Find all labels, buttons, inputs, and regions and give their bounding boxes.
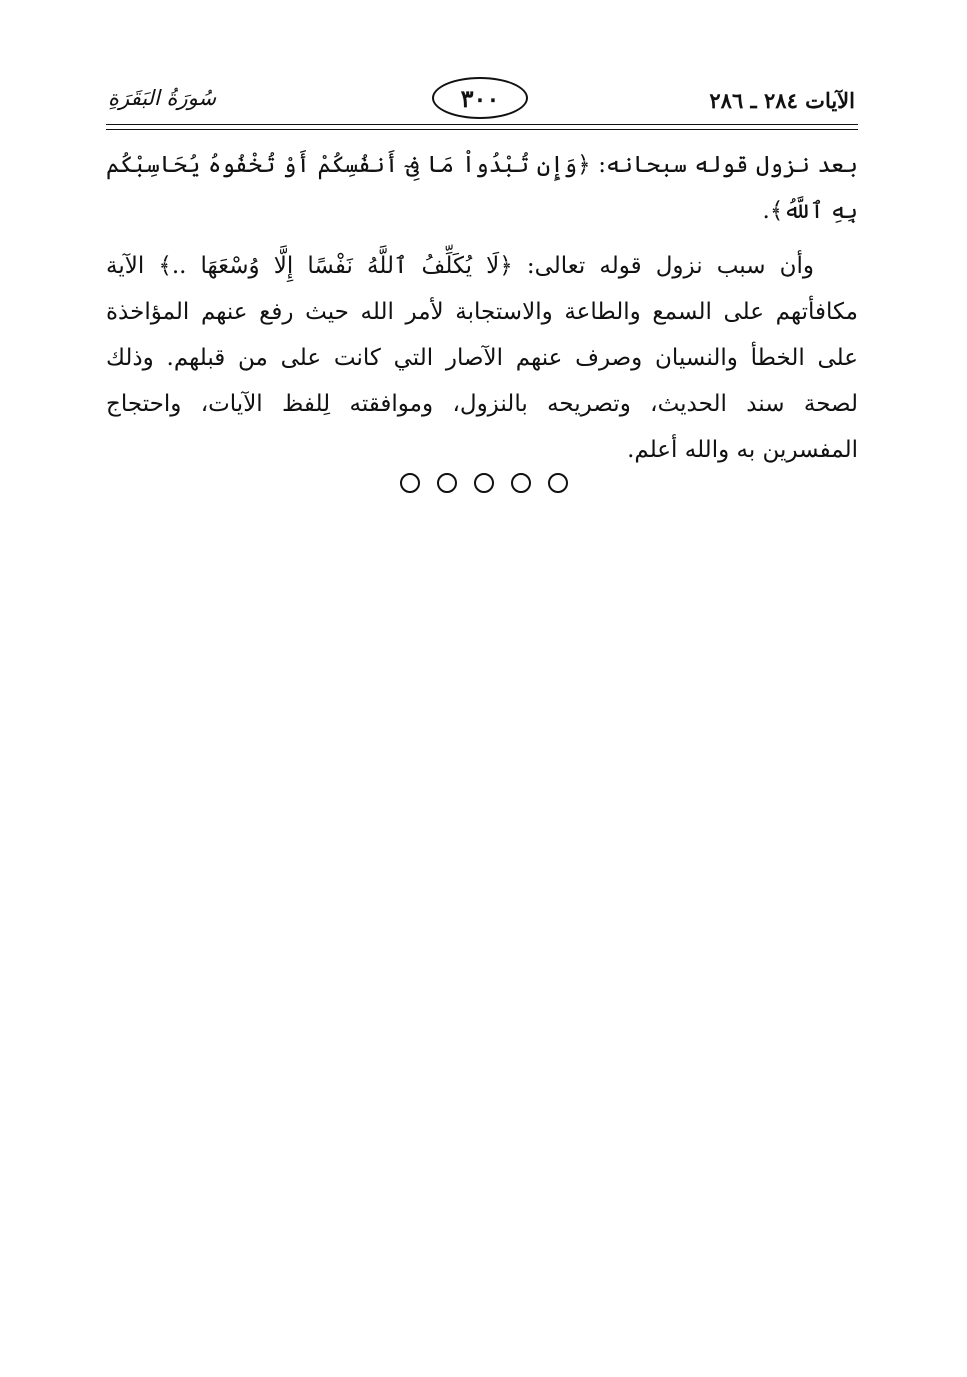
circle-icon	[400, 473, 420, 493]
page-number-badge	[432, 77, 528, 119]
paragraph-2: وأن سبب نزول قوله تعالى: ﴿لَا يُكَلِّفُ ٱللَّهُ نَفْسًا إِلَّا وُسْعَهَا ..﴾ الآية مكافأتهم على السمع والطاعة والاستجابة لأمر الله حيث رفع عنهم المؤاخذة على الخطأ والنسيان وصرف عنهم الآصار التي كانت على من قبلهم. وذلك لصحة سند الحديث، وتصريحه بالنزول، وموافقته لِلفظ الآيات، واحتجاج المفسرين به والله أعلم.	[106, 253, 858, 463]
paragraph-1: بعد نزول قوله سبحانه: ﴿وَإِن تُبْدُواْ مَا فِىٓ أَنفُسِكُمْ أَوْ تُخْفُوهُ يُحَاسِبْكُم بِهِ ٱللَّهُ﴾.	[106, 152, 858, 224]
header-rule-bottom	[106, 129, 858, 130]
header-rule-top	[106, 124, 858, 125]
section-end-ornament	[400, 470, 568, 496]
circle-icon	[437, 473, 457, 493]
main-text	[106, 142, 858, 473]
circle-icon	[548, 473, 568, 493]
page-number: ٣٠٠	[460, 83, 500, 113]
circle-icon	[474, 473, 494, 493]
circle-icon	[511, 473, 531, 493]
verses-range-header: الآيات ٢٨٤ ـ ٢٨٦	[709, 88, 855, 113]
surah-name-header: سُورَةُ البَقَرَةِ	[108, 86, 217, 110]
